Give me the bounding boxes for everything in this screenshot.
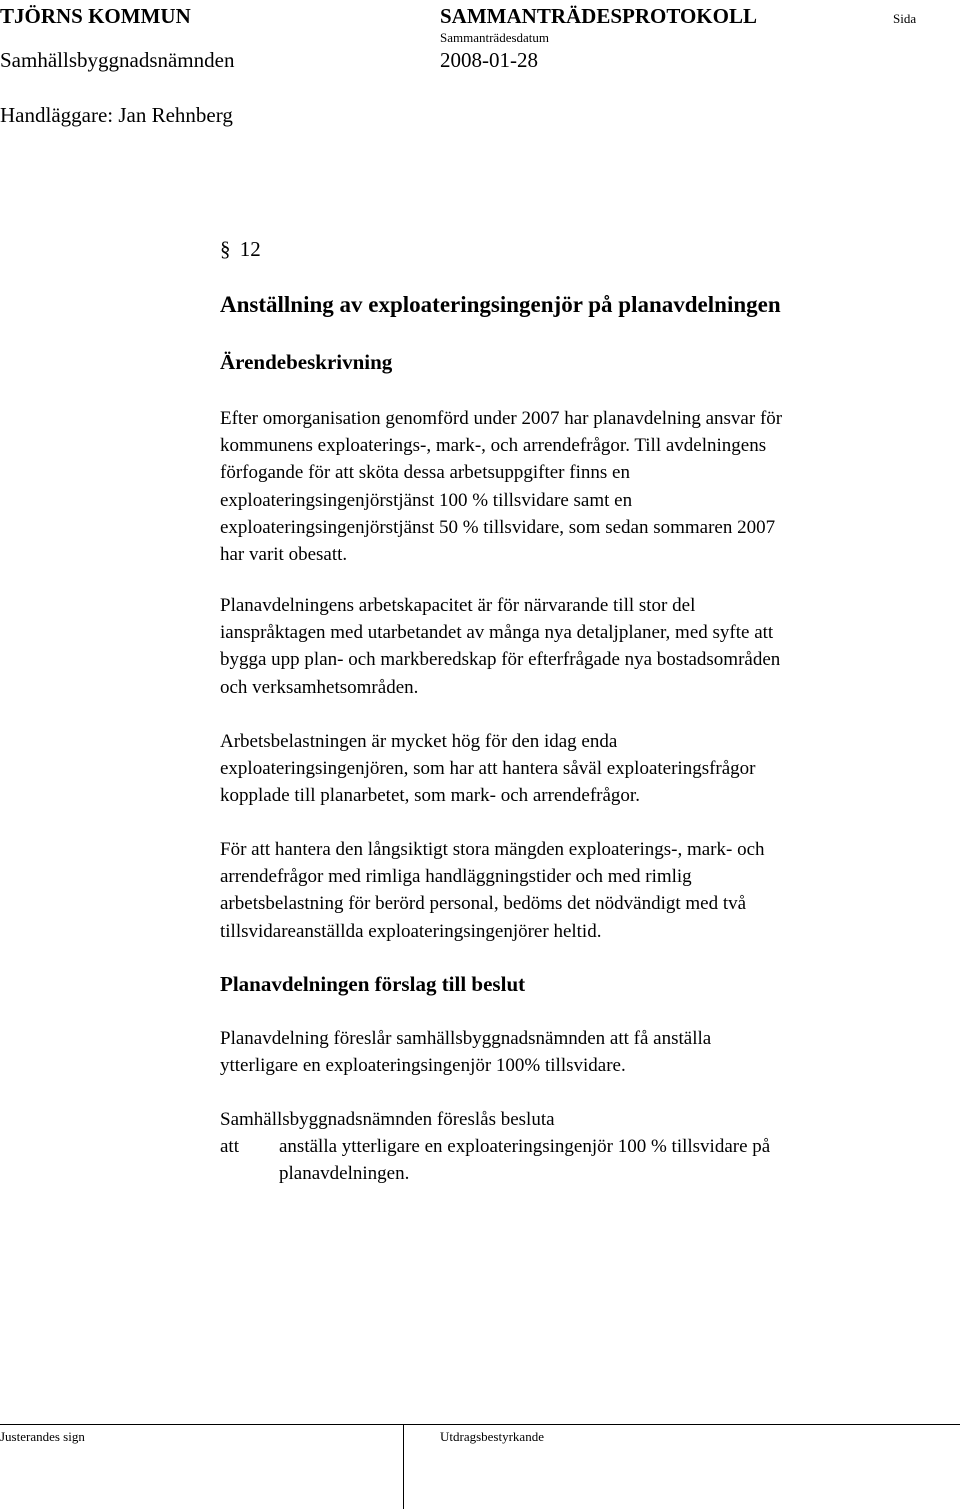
justerandes-sign-label: Justerandes sign bbox=[0, 1429, 85, 1444]
meeting-date: 2008-01-28 bbox=[440, 48, 538, 72]
text-line: ytterligare en exploateringsingenjör 100% tillsvidare. bbox=[220, 1055, 626, 1077]
heading-description: Ärendebeskrivning bbox=[220, 350, 393, 374]
text-line: har varit obesatt. bbox=[220, 544, 348, 566]
paragraph-1 bbox=[220, 405, 920, 568]
text-line: anställa ytterligare en exploateringsingenjör 100 % tillsvidare på bbox=[279, 1136, 771, 1157]
text-line: tillsvidareanställda exploateringsingenjörer heltid. bbox=[220, 920, 602, 942]
committee-name: Samhällsbyggnadsnämnden bbox=[0, 48, 235, 72]
text-line: arbetsbelastning för berörd personal, bedöms det nödvändigt med två bbox=[220, 893, 747, 915]
decision-intro bbox=[220, 1106, 920, 1133]
text-line: exploateringsingenjörstjänst 50 % tillsvidare, som sedan sommaren 2007 bbox=[220, 516, 776, 538]
footer-divider bbox=[403, 1424, 404, 1509]
doc-type: SAMMANTRÄDESPROTOKOLL bbox=[440, 4, 757, 28]
page-label: Sida bbox=[893, 11, 917, 26]
footer-rule bbox=[0, 1424, 960, 1425]
decision-text bbox=[279, 1133, 939, 1187]
text-line: exploateringsingenjören, som har att hantera såväl exploateringsfrågor bbox=[220, 758, 756, 780]
section-number-value: 12 bbox=[239, 237, 261, 261]
proposal-text bbox=[220, 1025, 920, 1079]
text-line: och verksamhetsområden. bbox=[220, 676, 419, 698]
text-line: För att hantera den långsiktigt stora mängden exploaterings-, mark- och bbox=[220, 839, 765, 860]
text-line: Samhällsbyggnadsnämnden föreslås besluta bbox=[220, 1109, 555, 1130]
handler: Handläggare: Jan Rehnberg bbox=[0, 103, 233, 127]
text-line: bygga upp plan- och markberedskap för efterfrågade nya bostadsområden bbox=[220, 649, 781, 671]
text-line: Planavdelningens arbetskapacitet är för närvarande till stor del bbox=[220, 595, 696, 616]
paragraph-2 bbox=[220, 592, 920, 701]
org-name: TJÖRNS KOMMUN bbox=[0, 4, 191, 28]
decision-att-label: att bbox=[220, 1136, 239, 1157]
date-label: Sammanträdesdatum bbox=[440, 30, 550, 45]
paragraph-3 bbox=[220, 728, 920, 810]
text-line: kopplade till planarbetet, som mark- och arrendefrågor. bbox=[220, 785, 640, 807]
heading-proposal: Planavdelningen förslag till beslut bbox=[220, 972, 526, 996]
text-line: Arbetsbelastningen är mycket hög för den idag enda bbox=[220, 731, 618, 752]
section-symbol: § bbox=[220, 237, 231, 261]
text-line: planavdelningen. bbox=[279, 1163, 410, 1185]
text-line: Efter omorganisation genomförd under 2007 har planavdelning ansvar för bbox=[220, 408, 783, 429]
text-line: exploateringsingenjörstjänst 100 % tillsvidare samt en bbox=[220, 489, 633, 511]
paragraph-4 bbox=[220, 836, 920, 945]
text-line: Planavdelning föreslår samhällsbyggnadsnämnden att få anställa bbox=[220, 1028, 712, 1049]
text-line: kommunens exploaterings-, mark-, och arrendefrågor. Till avdelningens bbox=[220, 435, 767, 457]
section-number bbox=[220, 237, 261, 262]
text-line: ianspråktagen med utarbetandet av många nya detaljplaner, med syfte att bbox=[220, 622, 774, 644]
text-line: arrendefrågor med rimliga handläggningstider och med rimlig bbox=[220, 866, 692, 888]
page-title: Anställning av exploateringsingenjör på planavdelningen bbox=[220, 292, 781, 317]
text-line: förfogande för att sköta dessa arbetsuppgifter finns en bbox=[220, 462, 630, 484]
utdragsbestyrkande-label: Utdragsbestyrkande bbox=[440, 1429, 544, 1444]
